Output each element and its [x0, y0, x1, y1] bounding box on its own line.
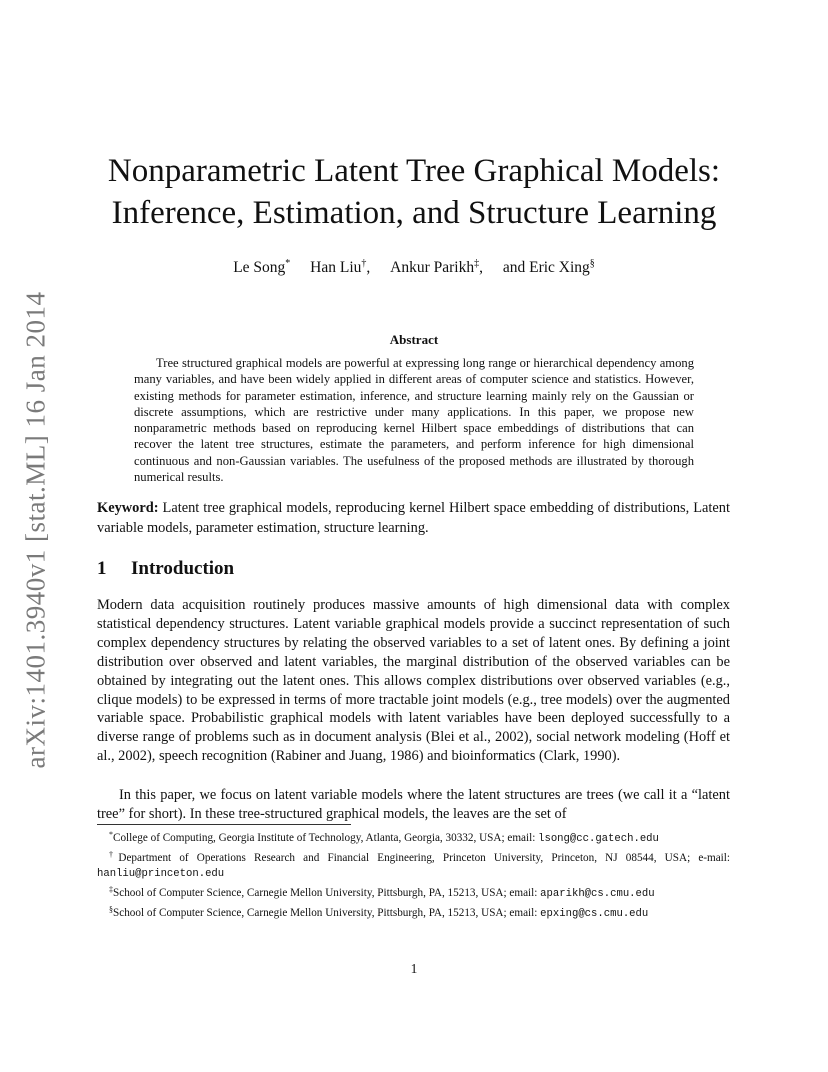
footnote-mark: †	[109, 850, 119, 859]
footnote-mark: ‡	[109, 885, 113, 894]
footnote-text: School of Computer Science, Carnegie Mellon University, Pittsburgh, PA, 15213, USA; email:	[113, 907, 541, 919]
author-list	[80, 258, 748, 277]
footnotes	[97, 827, 730, 922]
abstract-text: Tree structured graphical models are powerful at expressing long range or hierarchical dependency among many variables, and have been widely applied in different areas of computer science and statistics. However, existing methods for parameter estimation, inference, and structure learning mainly rely on the Gaussian or discrete assumptions, which are restrictive under many applications. In this paper, we propose new nonparametric methods based on reproducing kernel Hilbert space embeddings of distributions that can recover the latent tree structures, estimate the parameters, and perform inference for high dimensional continuous and non-Gaussian variables. The usefulness of the proposed methods are illustrated by thorough numerical results.	[134, 356, 694, 485]
keywords-label: Keyword:	[97, 500, 159, 516]
footnote-text: College of Computing, Georgia Institute of Technology, Atlanta, Georgia, 30332, USA; email:	[113, 832, 539, 844]
section-heading-introduction	[97, 558, 234, 580]
author-footnote-mark[interactable]: *	[285, 258, 291, 269]
footnote-eric-xing	[97, 902, 730, 922]
author-name: Le Song	[233, 259, 286, 276]
author-eric-xing	[503, 259, 595, 276]
keywords-text: Latent tree graphical models, reproducing kernel Hilbert space embedding of distributions, Latent variable models, parameter estimation, structure learning.	[97, 500, 730, 536]
email-link[interactable]: aparikh@cs.cmu.edu	[540, 888, 655, 900]
footnote-mark: *	[109, 830, 113, 839]
intro-paragraph-2: In this paper, we focus on latent variable models where the latent structures are trees (we call it a “latent tree” for short). In these tree-structured graphical models, the leaves are the set of	[97, 787, 730, 822]
author-le-song	[233, 259, 290, 276]
email-link[interactable]: hanliu@princeton.edu	[97, 868, 225, 880]
author-name: Ankur Parikh	[390, 259, 475, 276]
abstract-heading: Abstract	[389, 332, 439, 347]
keywords-paragraph	[97, 498, 730, 538]
paper-title	[80, 150, 748, 234]
footnote-divider	[97, 824, 351, 825]
footnote-text: School of Computer Science, Carnegie Mellon University, Pittsburgh, PA, 15213, USA; email:	[113, 887, 541, 899]
author-name: Han Liu	[310, 259, 362, 276]
author-footnote-mark[interactable]: ‡	[474, 258, 480, 269]
intro-paragraph-1: Modern data acquisition routinely produces massive amounts of high dimensional data with complex statistical dependency structures. Latent variable graphical models provide a succinct representation of such complex dependency structures by relating the observed variables to a set of latent ones. By defining a joint distribution over observed and latent variables, the marginal distribution of the observed variables can be obtained by integrating out the latent ones. This allows complex distributions over observed variables (e.g., clique models) to be expressed in terms of more tractable joint models (e.g., tree models) over the augmented variable space. Probabilistic graphical models with latent variables have been deployed successfully to a diverse range of problems such as in document analysis (Blei et al., 2002), social network modeling (Hoff et al., 2002), speech recognition (Rabiner and Juang, 1986) and bioinformatics (Clark, 1990).	[97, 597, 730, 765]
author-ankur-parikh: Ankur Parikh‡,	[390, 258, 483, 276]
author-footnote-mark[interactable]: §	[589, 258, 595, 269]
email-link[interactable]: epxing@cs.cmu.edu	[540, 908, 649, 920]
author-footnote-mark[interactable]: †	[361, 258, 367, 269]
author-name: and Eric Xing	[502, 259, 590, 276]
footnote-mark: §	[109, 905, 113, 914]
section-title: Introduction	[131, 558, 235, 579]
paper-title-line-2: Inference, Estimation, and Structure Learning	[111, 195, 717, 231]
section-number: 1	[97, 558, 107, 579]
footnote-ankur-parikh	[97, 882, 730, 902]
footnote-le-song	[97, 827, 730, 847]
email-link[interactable]: lsong@cc.gatech.edu	[538, 833, 659, 845]
footnote-text: Department of Operations Research and Financial Engineering, Princeton University, Princeton, NJ 08544, USA; e-mail:	[118, 852, 731, 864]
arxiv-identifier-stamp: arXiv:1401.3940v1 [stat.ML] 16 Jan 2014	[20, 291, 51, 769]
author-han-liu: Han Liu†,	[310, 258, 371, 276]
page-number: 1	[410, 961, 418, 976]
paper-title-line-1: Nonparametric Latent Tree Graphical Models:	[107, 153, 721, 189]
footnote-han-liu	[97, 847, 730, 882]
